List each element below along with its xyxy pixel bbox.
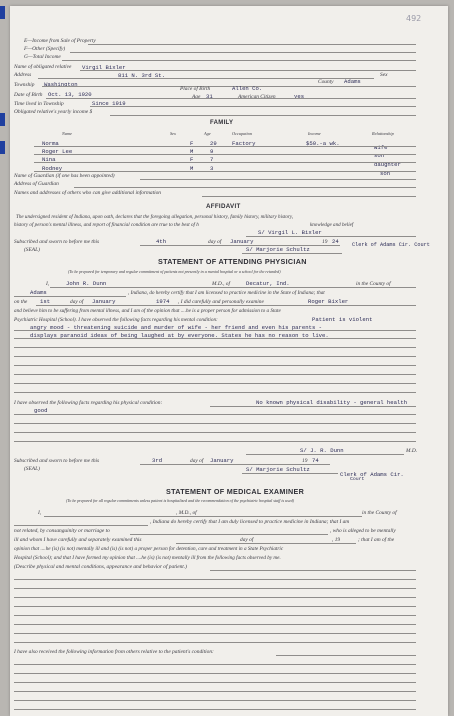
document-page bbox=[10, 6, 448, 716]
income-e-line bbox=[88, 44, 416, 45]
physician-mental-3: displays paranoid ideas of being laughed at by everyone. States he has no reason to live. bbox=[30, 332, 329, 339]
family-col-occupation: Occupation bbox=[232, 131, 253, 136]
relative-citizen-value: yes bbox=[294, 93, 305, 100]
family-row-name: Rodney bbox=[42, 165, 63, 172]
physician-physical-line bbox=[14, 432, 416, 433]
examiner-l2: , Indiana do hereby certify that I am duly licensed to practice medicine in Indiana; that I am bbox=[150, 519, 350, 525]
examiner-l4c: , 19 bbox=[332, 537, 341, 543]
physician-line-4: and believe him to be suffering from mental illness, and I am of the opinion that ....he is a proper person for admission to a State bbox=[14, 308, 281, 314]
physician-mental-2: angry mood - threatening suicide and murder of wife - her friend and even his parents - bbox=[30, 324, 323, 331]
page-number: 492 bbox=[406, 14, 422, 23]
physician-sub-day-of: day of bbox=[190, 458, 204, 464]
affidavit-subscribed-label: Subscribed and sworn to before me this bbox=[14, 239, 100, 245]
examiner-describe-line bbox=[14, 588, 416, 589]
physician-physical-value-2: good bbox=[34, 407, 48, 414]
relative-time-line bbox=[90, 106, 416, 107]
physician-physical-line bbox=[14, 423, 416, 424]
family-title: FAMILY bbox=[210, 120, 234, 126]
relative-birthplace-value: Allen Co. bbox=[232, 85, 263, 92]
relative-name-value: Virgil Bixler bbox=[82, 64, 126, 71]
family-col-income: Income bbox=[308, 131, 321, 136]
physician-signature-line bbox=[246, 454, 404, 455]
guardian-line bbox=[140, 179, 416, 180]
examiner-line-2 bbox=[14, 525, 148, 526]
relative-name-line bbox=[80, 70, 416, 71]
affidavit-day-of-label: day of bbox=[208, 239, 222, 245]
examiner-describe-line bbox=[14, 597, 416, 598]
examiner-line-1 bbox=[44, 516, 362, 517]
family-col-sex: Sex bbox=[170, 131, 176, 136]
family-row-age: 7 bbox=[210, 156, 214, 163]
others-line bbox=[202, 196, 416, 197]
examiner-describe-line bbox=[14, 633, 416, 634]
index-tab bbox=[0, 113, 5, 126]
guardian-address-line bbox=[74, 187, 416, 188]
relative-yearly-income-label: Obligated relative's yearly income $ bbox=[14, 109, 93, 115]
relative-address-value: 811 N. 3rd St. bbox=[118, 72, 165, 79]
affidavit-subscribed-line bbox=[140, 245, 340, 246]
physician-sub-month: January bbox=[210, 457, 234, 464]
examiner-l3a: not related, by consanguinity or marriage to bbox=[14, 528, 110, 534]
physician-clerk-signature: S/ Marjorie Schultz bbox=[246, 466, 310, 473]
physician-clerk-line bbox=[242, 473, 338, 474]
examiner-others-line bbox=[14, 664, 416, 665]
relative-township-line bbox=[42, 86, 416, 87]
examiner-others-line bbox=[14, 709, 416, 710]
family-row-line bbox=[34, 146, 416, 147]
relative-sex-label: Sex bbox=[380, 72, 388, 78]
examiner-others-line bbox=[14, 700, 416, 701]
guardian-address-label: Address of Guardian bbox=[14, 181, 59, 187]
index-tab bbox=[0, 6, 5, 19]
family-row-relationship: daughter bbox=[374, 161, 401, 168]
examiner-describe-line bbox=[14, 642, 416, 643]
examiner-describe-line bbox=[14, 615, 416, 616]
physician-mental-line bbox=[14, 330, 416, 331]
physician-exam-day: 1st bbox=[40, 298, 51, 305]
physician-physical-value: No known physical disability - general health bbox=[256, 399, 408, 406]
index-tab bbox=[0, 141, 5, 154]
physician-sub-year: 74 bbox=[312, 457, 319, 464]
relative-county-value: Adams bbox=[344, 78, 361, 85]
examiner-others-line bbox=[14, 673, 416, 674]
affidavit-seal: (SEAL) bbox=[24, 247, 40, 253]
physician-subscribed-label: Subscribed and sworn to before me this bbox=[14, 458, 100, 464]
examiner-subtitle: (To be prepared for all regular commitments unless patient is hospitalized and the recommendation of the psychiatric hospital staff is used) bbox=[66, 498, 295, 503]
examiner-l1-start: I, bbox=[38, 510, 42, 516]
family-row-age: 29 bbox=[210, 140, 217, 147]
relative-birthplace-label: Place of Birth bbox=[180, 86, 211, 92]
physician-physical-line bbox=[14, 414, 416, 415]
family-row-relationship: son bbox=[374, 152, 385, 159]
affidavit-title: AFFIDAVIT bbox=[206, 203, 241, 210]
physician-title: STATEMENT OF ATTENDING PHYSICIAN bbox=[158, 257, 307, 266]
family-row-relationship: son bbox=[380, 170, 391, 177]
examiner-describe-line bbox=[14, 624, 416, 625]
physician-county-line bbox=[14, 296, 126, 297]
affidavit-clerk-title: Clerk of Adams Cir. Court bbox=[352, 242, 430, 248]
affidavit-clerk-line bbox=[242, 253, 342, 254]
examiner-title: STATEMENT OF MEDICAL EXAMINER bbox=[166, 487, 305, 496]
physician-exam-year: 1974 bbox=[156, 298, 170, 305]
family-row-line bbox=[34, 154, 416, 155]
others-label: Names and addresses of others who can give additional information bbox=[14, 190, 161, 196]
affidavit-text-2-end: knowledge and belief bbox=[310, 222, 354, 228]
family-col-name: Name bbox=[62, 131, 73, 136]
affidavit-day-value: 4th bbox=[156, 238, 167, 245]
physician-patient: Roger Bixler bbox=[308, 298, 349, 305]
physician-city: Decatur, Ind. bbox=[246, 280, 290, 287]
family-col-age: Age bbox=[204, 131, 211, 136]
affidavit-year-prefix: 19 bbox=[322, 239, 328, 245]
examiner-l7: (Describe physical and mental conditions, appearance and behavior of patient.) bbox=[14, 564, 187, 570]
relative-dob-label: Date of Birth bbox=[14, 92, 43, 98]
family-row-occupation: Factory bbox=[232, 140, 256, 147]
physician-sub-year-prefix: 19 bbox=[302, 458, 308, 464]
physician-clerk-title-2: Court bbox=[350, 477, 365, 482]
physician-clerk-title: Clerk of Adams Cir. bbox=[340, 471, 404, 478]
income-g-label: G—Total Income bbox=[24, 54, 61, 60]
affidavit-clerk-signature: S/ Marjorie Schultz bbox=[246, 246, 310, 253]
physician-line-3: , I did carefully and personally examine bbox=[178, 299, 264, 305]
physician-mental-line bbox=[14, 392, 416, 393]
physician-physical-label: I have observed the following facts regarding his physical condition: bbox=[14, 400, 163, 406]
relative-age-label: Age bbox=[192, 94, 201, 100]
examiner-line-4 bbox=[176, 543, 356, 544]
affidavit-signature-line bbox=[246, 236, 416, 237]
physician-subtitle: (To be prepared for temporary and regular commitment of patients not presently in a mental hospital or a school for the retarded) bbox=[68, 269, 281, 274]
physician-seal: (SEAL) bbox=[24, 466, 40, 472]
physician-mental-1: Patient is violent bbox=[312, 316, 373, 323]
relative-time-label: Time lived in Township bbox=[14, 101, 64, 107]
income-e-label: E—Income from Sale of Property bbox=[24, 38, 96, 44]
examiner-l5: opinion that ....he (is) (is not) mentally ill and (is) (is not) a proper person for detention, care and treatment in a State Psychiatric bbox=[14, 546, 284, 552]
family-row-sex: F bbox=[190, 140, 194, 147]
physician-line-1 bbox=[50, 287, 416, 288]
examiner-l1-end: in the County of bbox=[362, 510, 397, 516]
affidavit-text-2: history of person's mental illness, and report of financial condition are true to the best of h bbox=[14, 222, 199, 228]
examiner-others-label: I have also received the following information from others relative to the patient's condition: bbox=[14, 649, 214, 655]
affidavit-text-1: The undersigned resident of Indiana, upon oath, declares that the foregoing allegation, personal history, family history, military history, bbox=[16, 214, 294, 220]
relative-township-value: Washington bbox=[44, 81, 78, 88]
physician-physical-line bbox=[14, 441, 416, 442]
physician-county-phrase: in the County of bbox=[356, 281, 391, 287]
family-row-age: 3 bbox=[210, 165, 214, 172]
physician-mental-line bbox=[14, 374, 416, 375]
physician-signature: S/ J. R. Dunn bbox=[300, 447, 344, 454]
family-row-age: 9 bbox=[210, 148, 214, 155]
relative-yearly-income-line bbox=[110, 115, 416, 116]
physician-subscribed-line bbox=[140, 464, 330, 465]
relative-age-value: 31 bbox=[206, 93, 213, 100]
physician-county: Adams bbox=[30, 289, 47, 296]
income-f-line bbox=[70, 52, 416, 53]
examiner-l4a: ill and whom I have carefully and separately examined this bbox=[14, 537, 142, 543]
physician-on-the: on the bbox=[14, 299, 28, 305]
income-g-line bbox=[62, 60, 416, 61]
family-row-sex: M bbox=[190, 165, 194, 172]
income-f-label: F—Other (Specify) bbox=[24, 46, 66, 52]
examiner-l4b: day of bbox=[240, 537, 254, 543]
examiner-others-line bbox=[276, 655, 416, 656]
physician-mental-line bbox=[14, 356, 416, 357]
physician-i-label: I, bbox=[46, 281, 50, 287]
relative-dob-line bbox=[46, 98, 416, 99]
physician-mental-line bbox=[14, 347, 416, 348]
relative-township-label: Township bbox=[14, 82, 35, 88]
examiner-line-3 bbox=[130, 534, 328, 535]
physician-name: John R. Dunn bbox=[66, 280, 107, 287]
family-row-name: Roger Lee bbox=[42, 148, 73, 155]
physician-md-suffix: M.D. bbox=[406, 448, 418, 454]
relative-name-label: Name of obligated relative bbox=[14, 64, 72, 70]
physician-physical-line bbox=[210, 406, 416, 407]
examiner-others-line bbox=[14, 682, 416, 683]
examiner-l1-md: , M.D., of bbox=[176, 510, 197, 516]
family-row-sex: M bbox=[190, 148, 194, 155]
relative-dob-value: Oct. 13, 1920 bbox=[48, 91, 92, 98]
examiner-describe-line bbox=[14, 579, 416, 580]
physician-md-label: M.D., of bbox=[212, 281, 230, 287]
family-row-sex: F bbox=[190, 156, 194, 163]
affidavit-year-value: 24 bbox=[332, 238, 339, 245]
relative-address-line bbox=[38, 78, 374, 79]
family-row-name: Norma bbox=[42, 140, 59, 147]
relative-citizen-label: American Citizen bbox=[238, 94, 276, 100]
guardian-label: Name of Guardian (if one has been appointed) bbox=[14, 173, 115, 179]
family-row-line bbox=[34, 162, 416, 163]
family-row-line bbox=[34, 171, 416, 172]
affidavit-signature: S/ Virgil L. Bixler bbox=[258, 229, 322, 236]
physician-mental-line bbox=[14, 338, 416, 339]
examiner-l3b: , who is alleged to be mentally bbox=[330, 528, 396, 534]
relative-county-label: County bbox=[318, 79, 334, 85]
examiner-others-line bbox=[14, 691, 416, 692]
physician-sub-day: 3rd bbox=[152, 457, 163, 464]
physician-mental-line bbox=[14, 383, 416, 384]
physician-exam-month: January bbox=[92, 298, 116, 305]
examiner-l6: Hospital (School); and that I have formed my opinion that ....he (is) (is not) mentally ill from the following facts observed by me. bbox=[14, 555, 281, 561]
examiner-describe-line bbox=[210, 570, 416, 571]
physician-mental-line bbox=[14, 365, 416, 366]
family-row-name: Nina bbox=[42, 156, 56, 163]
physician-line-2: , Indiana, do hereby certify that I am licensed to practice medicine in the State of Indiana; that bbox=[128, 290, 325, 296]
physician-line-5: Psychiatric Hospital (School). I have observed the following facts regarding his mental condition: bbox=[14, 317, 218, 323]
family-row-income: $50.-a wk. bbox=[306, 140, 340, 147]
physician-line-3-rule bbox=[36, 305, 416, 306]
family-col-relationship: Relationship bbox=[372, 131, 394, 136]
examiner-l4d: ; that I am of the bbox=[358, 537, 395, 543]
relative-address-label: Address bbox=[14, 72, 32, 78]
examiner-describe-line bbox=[14, 606, 416, 607]
physician-day-of: day of bbox=[70, 299, 84, 305]
family-row-relationship: wife bbox=[374, 144, 388, 151]
affidavit-month-value: January bbox=[230, 238, 254, 245]
relative-time-value: Since 1919 bbox=[92, 100, 126, 107]
